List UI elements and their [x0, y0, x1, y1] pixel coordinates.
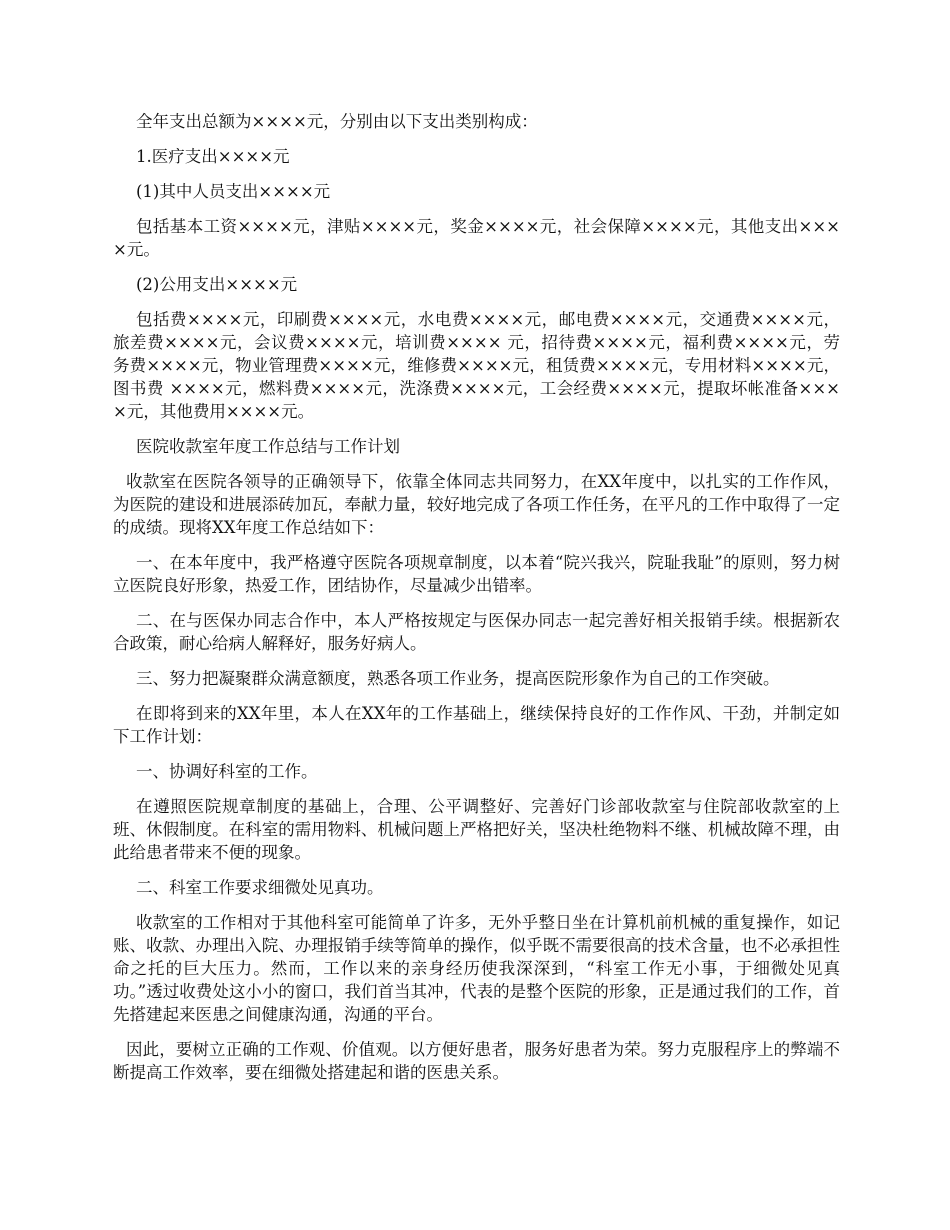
- document-page: [113, 110, 840, 1096]
- paragraph-plan-one-body: 在遵照医院规章制度的基础上，合理、公平调整好、完善好门诊部收款室与住院部收款室的上班、休假制度。在科室的需用物料、机械问题上严格把好关，坚决杜绝物料不继、机械故障不理，由此给患者带来不便的现象。: [113, 797, 840, 862]
- paragraph-public-expense: (2)公用支出××××元: [136, 275, 298, 294]
- paragraph-item-three: 三、努力把凝聚群众满意额度，熟悉各项工作业务，提高医院形象作为自己的工作突破。: [136, 669, 780, 688]
- paragraph-item-two: 二、在与医保办同志合作中，本人严格按规定与医保办同志一起完善好相关报销手续。根据新农合政策，耐心给病人解释好，服务好病人。: [113, 611, 840, 653]
- paragraph-plan-one-heading: 一、协调好科室的工作。: [136, 762, 318, 781]
- paragraph-item-one: 一、在本年度中，我严格遵守医院各项规章制度，以本着“院兴我兴，院耻我耻”的原则，努力树立医院良好形象，热爱工作，团结协作，尽量减少出错率。: [113, 553, 840, 595]
- section-title: 医院收款室年度工作总结与工作计划: [136, 437, 400, 456]
- paragraph-conclusion: 因此，要树立正确的工作观、价值观。以方便好患者，服务好患者为荣。努力克服程序上的弊端不断提高工作效率，要在细微处搭建起和谐的医患关系。: [113, 1040, 840, 1082]
- paragraph-plan-two-heading: 二、科室工作要求细微处见真功。: [136, 878, 384, 897]
- paragraph-plan-two-body: 收款室的工作相对于其他科室可能简单了许多，无外乎整日坐在计算机前机械的重复操作，如记账、收款、办理出入院、办理报销手续等简单的操作，似乎既不需要很高的技术含量，也不必承担性命之托的巨大压力。然而，工作以来的亲身经历使我深深到，“科室工作无小事，于细微处见真功。”透过收费处这小小的窗口，我们首当其冲，代表的是整个医院的形象，正是通过我们的工作，首先搭建起来医患之间健康沟通，沟通的平台。: [113, 913, 840, 1024]
- paragraph-plan-intro: 在即将到来的XX年里，本人在XX年的工作基础上，继续保持良好的工作作风、干劲，并制定如下工作计划：: [113, 704, 840, 746]
- paragraph-total-expense: 全年支出总额为××××元，分别由以下支出类别构成：: [136, 112, 538, 131]
- paragraph-public-detail: 包括费××××元，印刷费××××元，水电费××××元，邮电费××××元，交通费××××元，旅差费××××元，会议费××××元，培训费×××× 元，招待费××××元，福利费××××元，劳务费××××元，物业管理费××××元，维修费××××元，租赁费××××元，专用材料××××元，图书费 ××××元，燃料费××××元，洗涤费××××元，工会经费××××元，提取坏帐准备××××元，其他费用××××元。: [113, 310, 840, 421]
- paragraph-intro: 收款室在医院各领导的正确领导下，依靠全体同志共同努力，在XX年度中，以扎实的工作作风，为医院的建设和进展添砖加瓦，奉献力量，较好地完成了各项工作任务，在平凡的工作中取得了一定的成绩。现将XX年度工作总结如下：: [113, 472, 840, 537]
- paragraph-personnel-expense: (1)其中人员支出××××元: [136, 182, 331, 201]
- paragraph-personnel-detail: 包括基本工资××××元，津贴××××元，奖金××××元，社会保障××××元，其他支出××××元。: [113, 217, 840, 259]
- paragraph-medical-expense: 1.医疗支出××××元: [136, 147, 290, 166]
